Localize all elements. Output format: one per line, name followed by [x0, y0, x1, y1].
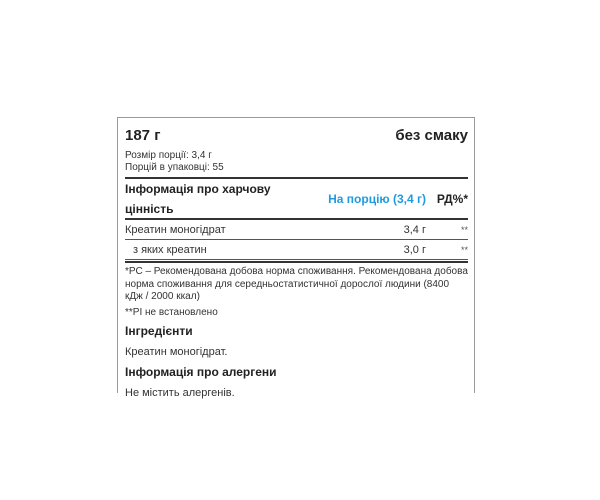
nutrition-title — [125, 179, 315, 219]
nutrient-name: Креатин моногідрат — [125, 223, 226, 236]
divider-thick — [125, 261, 468, 263]
ingredients-title: Інгредієнти — [125, 324, 193, 338]
product-flavor: без смаку — [395, 127, 468, 144]
allergens-text: Не містить алергенів. — [125, 387, 235, 399]
allergens-title: Інформація про алергени — [125, 365, 277, 379]
nutrient-amount: 3,4 г — [403, 223, 426, 236]
ingredients-text: Креатин моногідрат. — [125, 346, 228, 358]
nutrient-name: з яких креатин — [133, 243, 207, 256]
ri-footnote: **РІ не встановлено — [125, 306, 218, 318]
nutrition-table-header — [125, 179, 468, 218]
table-row — [125, 240, 468, 259]
nutrient-rd: ** — [460, 224, 468, 235]
servings-per-container: Порцій в упаковці: 55 — [125, 162, 224, 173]
nutrition-title-line1: Інформація про харчову — [125, 181, 271, 196]
divider-thin — [125, 259, 468, 260]
table-row — [125, 220, 468, 239]
product-header — [125, 127, 468, 144]
product-weight: 187 г — [125, 127, 161, 144]
nutrient-amount: 3,0 г — [403, 243, 426, 256]
nutrient-rd: ** — [460, 244, 468, 255]
serving-size: Розмір порції: 3,4 г — [125, 150, 212, 161]
nutrition-title-line2: цінність — [125, 201, 174, 216]
rd-column-header: РД%* — [436, 191, 468, 206]
per-serving-column-header: На порцію (3,4 г) — [328, 191, 426, 206]
rc-footnote: *РС – Рекомендована добова норма споживання. Рекомендована добова норма споживання для середньостатистичної дорослої людини (8400 кДж / 2000 ккал) — [125, 266, 468, 302]
nutrition-facts-panel — [117, 117, 475, 399]
